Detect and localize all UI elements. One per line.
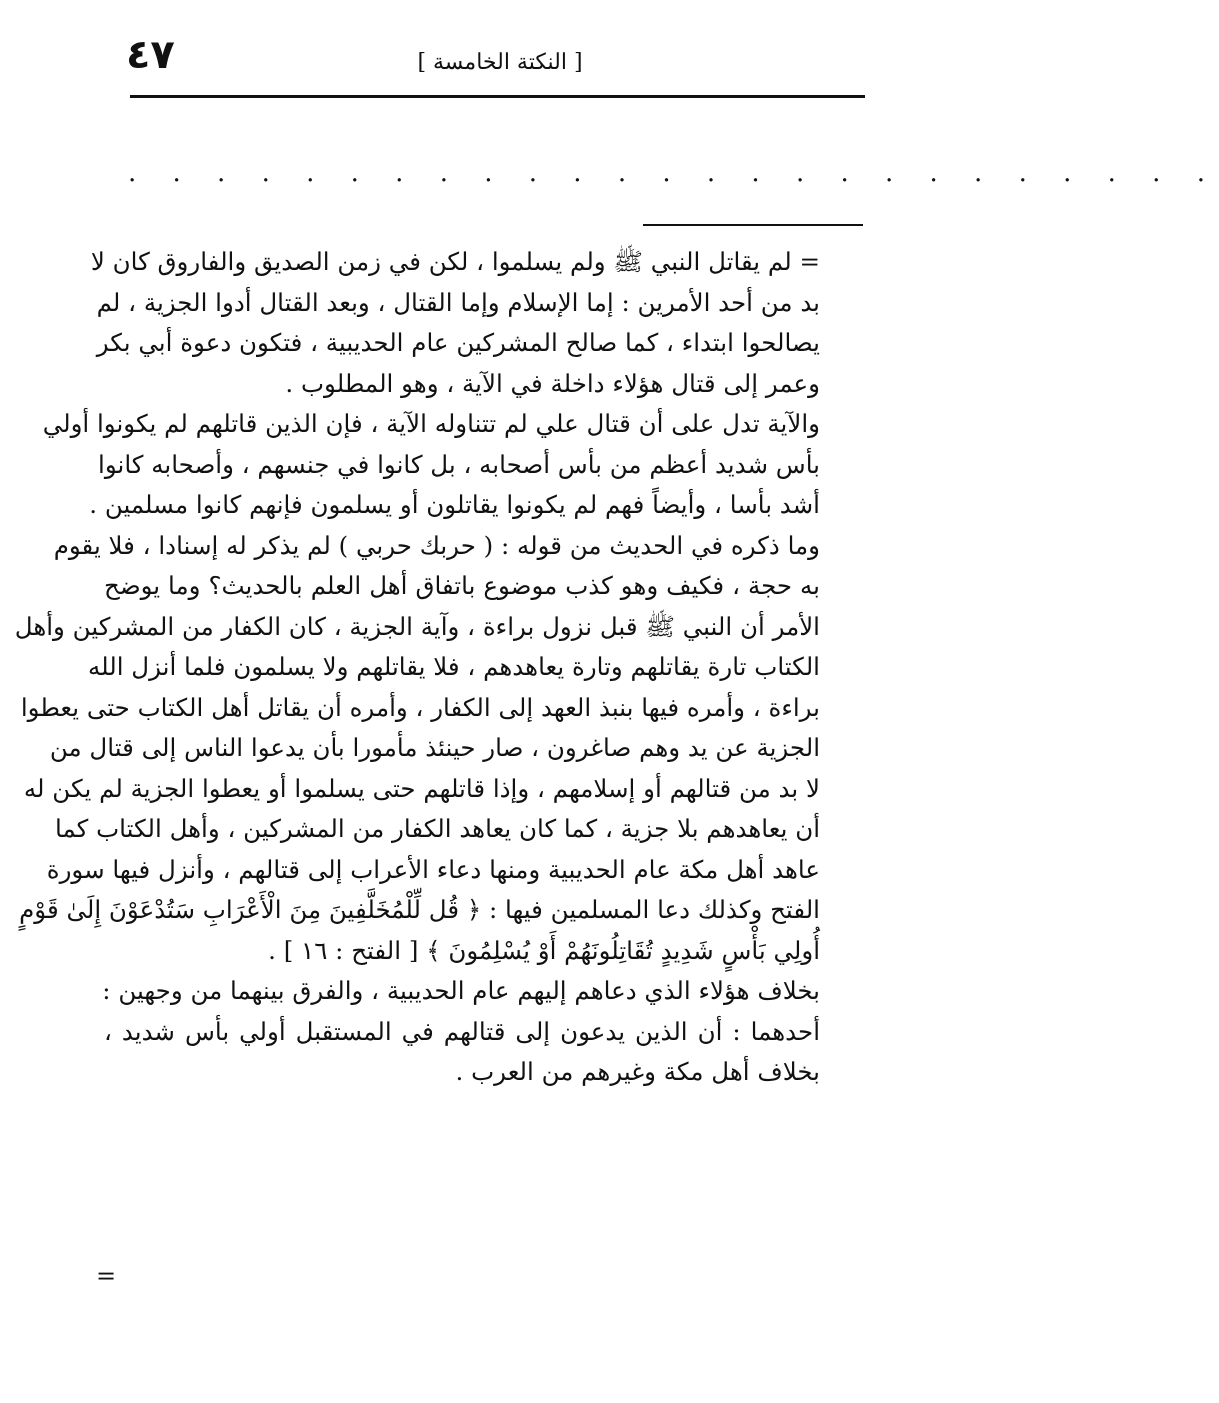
ellipsis-line: . . . . . . . . . . . . . . . . . . . . . . . . . — [128, 158, 1219, 188]
text-line: به حجة ، فكيف وهو كذب موضوع باتفاق أهل العلم بالحديث؟ وما يوضح — [104, 571, 820, 600]
text-line: الكتاب تارة يقاتلهم وتارة يعاهدهم ، فلا يقاتلهم ولا يسلمون فلما أنزل الله — [88, 652, 820, 681]
page-number: ٤٧ — [126, 32, 175, 78]
footnote-text — [14, 242, 820, 1093]
quran-verse-line: أُولِي بَأْسٍ شَدِيدٍ تُقَاتِلُونَهُمْ أَوْ يُسْلِمُونَ ﴾ [ الفتح : ١٦ ] . — [268, 935, 820, 965]
text-line: بد من أحد الأمرين : إما الإسلام وإما القتال ، وبعد القتال أدوا الجزية ، لم — [96, 287, 820, 317]
text-line: وما ذكره في الحديث من قوله : ( حربك حربي ) لم يذكر له إسنادا ، فلا يقوم — [53, 530, 820, 560]
text-line: الأمر أن النبي ﷺ قبل نزول براءة ، وآية الجزية ، كان الكفار من المشركين وأهل — [14, 611, 820, 641]
running-title: [ النكتة الخامسة ] — [417, 50, 583, 75]
text-line: أشد بأسا ، وأيضاً فهم لم يكونوا يقاتلون أو يسلمون فإنهم كانوا مسلمين . — [89, 490, 820, 519]
text-line: بأس شديد أعظم من بأس أصحابه ، بل كانوا في جنسهم ، وأصحابه كانوا — [98, 449, 820, 479]
text-line: والآية تدل على أن قتال علي لم تتناوله الآية ، فإن الذين قاتلهم لم يكونوا أولي — [42, 409, 820, 438]
text-line: أن يعاهدهم بلا جزية ، كما كان يعاهد الكفار من المشركين ، وأهل الكتاب كما — [54, 814, 820, 843]
text-line: عاهد أهل مكة عام الحديبية ومنها دعاء الأعراب إلى قتالهم ، وأنزل فيها سورة — [46, 854, 820, 884]
text-line: وعمر إلى قتال هؤلاء داخلة في الآية ، وهو المطلوب . — [285, 368, 820, 398]
text-line: الجزية عن يد وهم صاغرون ، صار حينئذ مأمورا بأن يدعوا الناس إلى قتال من — [49, 733, 820, 762]
text-line: بخلاف أهل مكة وغيرهم من العرب . — [455, 1057, 820, 1086]
text-line: بخلاف هؤلاء الذي دعاهم إليهم عام الحديبية ، والفرق بينهما من وجهين : — [102, 976, 820, 1005]
continuation-mark: = — [96, 1262, 117, 1290]
text-line: = لم يقاتل النبي ﷺ ولم يسلموا ، لكن في زمن الصديق والفاروق كان لا — [90, 247, 820, 276]
header-rule — [130, 95, 865, 98]
text-line: براءة ، وأمره فيها بنبذ العهد إلى الكفار ، وأمره أن يقاتل أهل الكتاب حتى يعطوا — [20, 692, 820, 722]
footnote-separator — [643, 224, 863, 226]
text-line: أحدهما : أن الذين يدعون إلى قتالهم في المستقبل أولي بأس شديد ، — [104, 1016, 820, 1046]
text-line: يصالحوا ابتداء ، كما صالح المشركين عام الحديبية ، فتكون دعوة أبي بكر — [96, 328, 820, 357]
quran-verse-line: الفتح وكذلك دعا المسلمين فيها : ﴿ قُل لِّلْمُخَلَّفِينَ مِنَ الْأَعْرَابِ سَتُدْعَوْنَ إِلَىٰ قَوْمٍ — [19, 895, 820, 924]
text-line: لا بد من قتالهم أو إسلامهم ، وإذا قاتلهم حتى يسلموا أو يعطوا الجزية لم يكن له — [23, 773, 820, 803]
